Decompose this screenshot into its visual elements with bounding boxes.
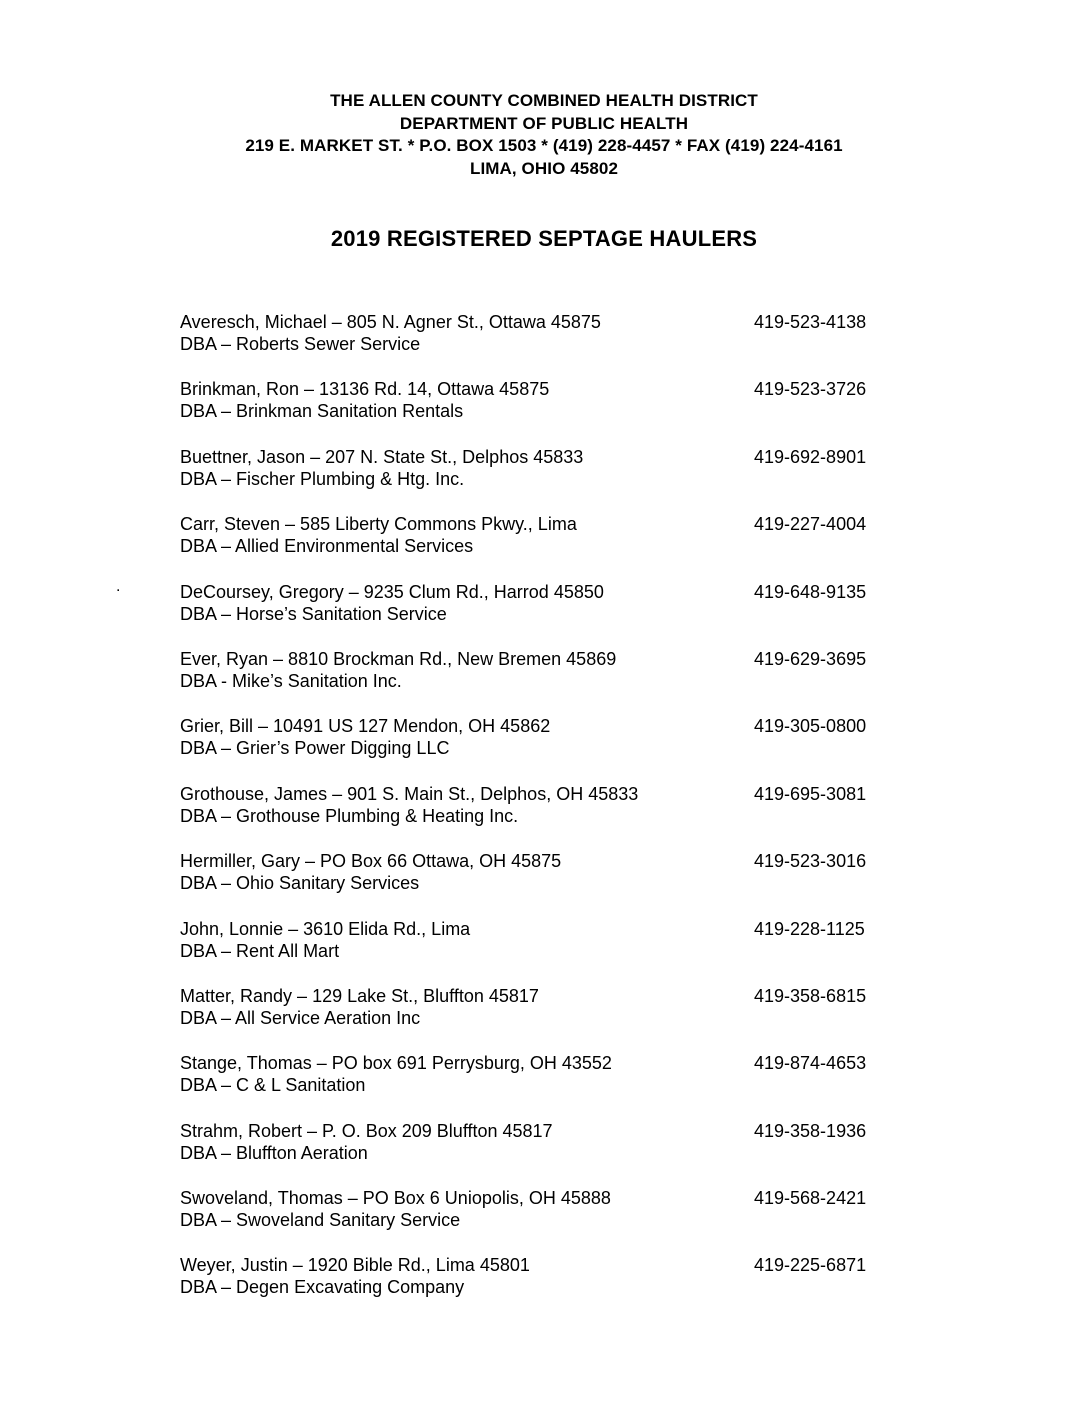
hauler-name-address: Stange, Thomas – PO box 691 Perrysburg, OH 43552 xyxy=(180,1053,612,1074)
hauler-dba: DBA – Allied Environmental Services xyxy=(180,536,474,557)
hauler-name-address: Buettner, Jason – 207 N. State St., Delphos 45833 xyxy=(180,446,584,467)
hauler-entry xyxy=(0,985,1088,1052)
hauler-phone: 419-358-6815 xyxy=(754,985,867,1006)
hauler-entry xyxy=(0,513,1088,580)
hauler-name-address: Hermiller, Gary – PO Box 66 Ottawa, OH 45875 xyxy=(180,851,562,872)
hauler-list xyxy=(0,311,1088,1322)
hauler-entry xyxy=(0,918,1088,985)
hauler-name-address: Strahm, Robert – P. O. Box 209 Bluffton 45817 xyxy=(180,1120,553,1141)
hauler-dba: DBA – C & L Sanitation xyxy=(180,1075,366,1096)
hauler-name-address: Grothouse, James – 901 S. Main St., Delphos, OH 45833 xyxy=(180,783,639,804)
hauler-entry xyxy=(0,311,1088,378)
hauler-name-address: Brinkman, Ron – 13136 Rd. 14, Ottawa 45875 xyxy=(180,379,550,400)
hauler-name-address: Grier, Bill – 10491 US 127 Mendon, OH 45862 xyxy=(180,716,551,737)
letterhead-city: LIMA, OHIO 45802 xyxy=(469,158,619,178)
hauler-dba: DBA – Swoveland Sanitary Service xyxy=(180,1210,461,1231)
hauler-dba: DBA – Ohio Sanitary Services xyxy=(180,873,420,894)
hauler-entry xyxy=(0,1052,1088,1119)
hauler-entry xyxy=(0,1187,1088,1254)
hauler-name-address: Ever, Ryan – 8810 Brockman Rd., New Bremen 45869 xyxy=(180,648,617,669)
letterhead-contact: 219 E. MARKET ST. * P.O. BOX 1503 * (419) 228-4457 * FAX (419) 224-4161 xyxy=(245,136,843,155)
hauler-name-address: John, Lonnie – 3610 Elida Rd., Lima xyxy=(180,918,471,939)
letterhead xyxy=(0,90,1088,180)
hauler-entry xyxy=(0,783,1088,850)
letterhead-department: DEPARTMENT OF PUBLIC HEALTH xyxy=(399,113,689,133)
hauler-dba: DBA – Fischer Plumbing & Htg. Inc. xyxy=(180,468,465,489)
hauler-entry xyxy=(0,1254,1088,1321)
hauler-dba: DBA – Degen Excavating Company xyxy=(180,1277,465,1298)
hauler-dba: DBA – Roberts Sewer Service xyxy=(180,334,421,354)
hauler-phone: 419-523-3016 xyxy=(754,851,867,872)
hauler-entry xyxy=(0,648,1088,715)
hauler-entry xyxy=(0,446,1088,513)
hauler-phone: 419-228-1125 xyxy=(754,918,865,939)
stray-mark: . xyxy=(116,578,121,595)
hauler-phone: 419-692-8901 xyxy=(754,446,867,467)
hauler-phone: 419-523-3726 xyxy=(754,379,867,400)
hauler-name-address: Swoveland, Thomas – PO Box 6 Uniopolis, OH 45888 xyxy=(180,1188,611,1209)
hauler-name-address: DeCoursey, Gregory – 9235 Clum Rd., Harrod 45850 xyxy=(180,581,604,602)
hauler-entry xyxy=(0,715,1088,782)
hauler-name-address: Weyer, Justin – 1920 Bible Rd., Lima 45801 xyxy=(180,1255,530,1276)
hauler-name-address: Matter, Randy – 129 Lake St., Bluffton 45817 xyxy=(180,985,539,1006)
hauler-name-address: Averesch, Michael – 805 N. Agner St., Ottawa 45875 xyxy=(180,312,601,332)
hauler-name-address: Carr, Steven – 585 Liberty Commons Pkwy., Lima xyxy=(180,514,577,535)
hauler-dba: DBA – Rent All Mart xyxy=(180,940,340,961)
hauler-phone: 419-874-4653 xyxy=(754,1053,867,1074)
hauler-phone: 419-227-4004 xyxy=(754,514,867,535)
hauler-dba: DBA – Grier’s Power Digging LLC xyxy=(180,738,450,759)
hauler-dba: DBA - Mike’s Sanitation Inc. xyxy=(180,670,402,691)
hauler-dba: DBA – Grothouse Plumbing & Heating Inc. xyxy=(180,805,519,826)
hauler-dba: DBA – All Service Aeration Inc xyxy=(180,1007,421,1028)
letterhead-organization: THE ALLEN COUNTY COMBINED HEALTH DISTRICT xyxy=(330,91,758,110)
hauler-entry xyxy=(0,1120,1088,1187)
hauler-phone: 419-305-0800 xyxy=(754,716,867,737)
hauler-entry xyxy=(0,850,1088,917)
hauler-phone: 419-523-4138 xyxy=(754,312,867,332)
hauler-dba: DBA – Bluffton Aeration xyxy=(180,1142,368,1163)
hauler-dba: DBA – Horse’s Sanitation Service xyxy=(180,603,447,624)
hauler-phone: 419-648-9135 xyxy=(754,581,867,602)
hauler-phone: 419-358-1936 xyxy=(754,1120,867,1141)
hauler-entry xyxy=(0,378,1088,445)
hauler-dba: DBA – Brinkman Sanitation Rentals xyxy=(180,401,464,422)
hauler-phone: 419-225-6871 xyxy=(754,1255,867,1276)
hauler-entry xyxy=(0,581,1088,648)
hauler-phone: 419-568-2421 xyxy=(754,1188,867,1209)
hauler-phone: 419-629-3695 xyxy=(754,648,867,669)
hauler-phone: 419-695-3081 xyxy=(754,783,867,804)
page-title: 2019 REGISTERED SEPTAGE HAULERS xyxy=(330,226,758,251)
